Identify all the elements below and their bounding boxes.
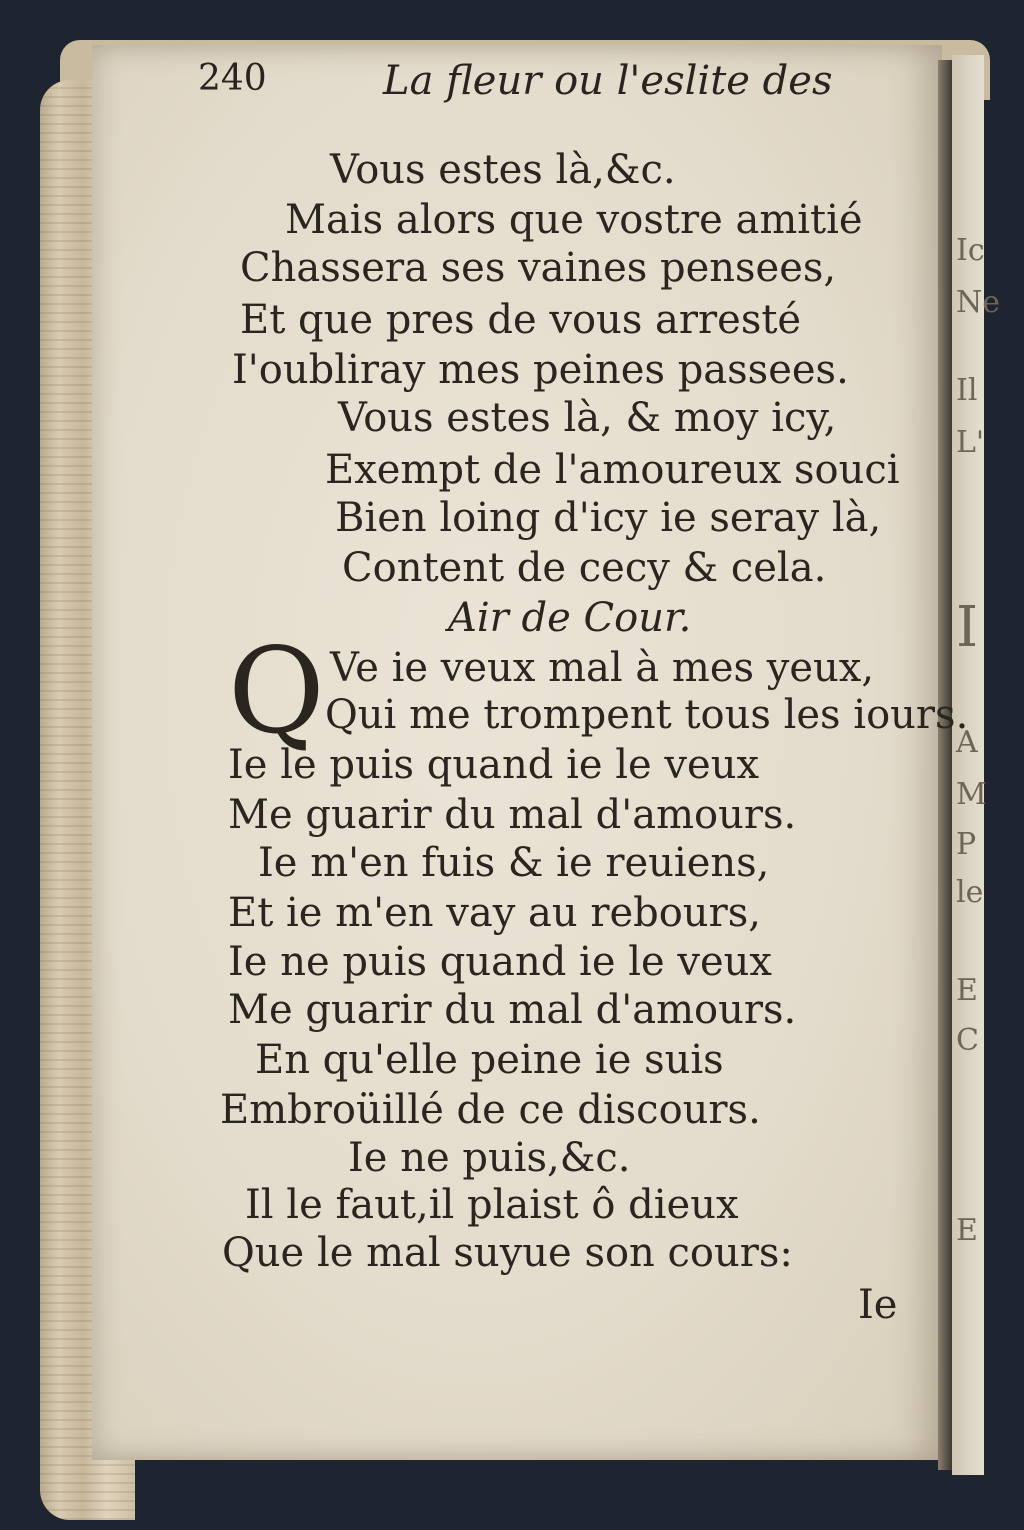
facing-fragment: Ic — [956, 233, 985, 268]
catchword: Ie — [858, 1282, 898, 1328]
facing-fragment: A — [956, 725, 978, 760]
facing-page — [952, 55, 1001, 1475]
running-title: La fleur ou l'eslite des — [383, 58, 833, 104]
facing-fragment: P — [956, 827, 977, 862]
poem-line: Que le mal suyue son cours: — [222, 1230, 793, 1276]
facing-fragment: E — [956, 1213, 978, 1248]
text-line: Bien loing d'icy ie seray là, — [335, 495, 882, 541]
facing-fragment: L' — [956, 425, 985, 460]
poem-line: Ie m'en fuis & ie reuiens, — [258, 840, 770, 886]
facing-fragment: Ne — [956, 285, 1001, 320]
text-line: Et que pres de vous arresté — [240, 297, 802, 343]
facing-fragment: C — [956, 1023, 979, 1058]
book-gutter — [938, 60, 952, 1470]
facing-fragment: Il — [956, 373, 978, 408]
page-number: 240 — [198, 58, 267, 99]
facing-fragment: M — [956, 777, 987, 812]
text-line: Chassera ses vaines pensees, — [240, 245, 837, 291]
drop-cap: Q — [228, 622, 325, 760]
text-line: Mais alors que vostre amitié — [285, 197, 863, 243]
poem-line: Ve ie veux mal à mes yeux, — [330, 645, 875, 691]
poem-line: Embroüillé de ce discours. — [220, 1087, 761, 1133]
poem-line: Il le faut,il plaist ô dieux — [245, 1182, 739, 1228]
facing-fragment: E — [956, 973, 978, 1008]
text-line: Vous estes là, & moy icy, — [338, 395, 837, 441]
section-heading: Air de Cour. — [448, 595, 692, 641]
facing-fragment: I — [956, 595, 979, 660]
poem-line: Et ie m'en vay au rebours, — [228, 890, 761, 936]
poem-line: Me guarir du mal d'amours. — [228, 792, 797, 838]
poem-line: Ie ne puis quand ie le veux — [228, 939, 772, 985]
poem-line: Qui me trompent tous les iours. — [325, 692, 969, 738]
text-line: Vous estes là,&c. — [330, 147, 676, 193]
text-line: Exempt de l'amoureux souci — [325, 447, 900, 493]
poem-line: Ie le puis quand ie le veux — [228, 742, 760, 788]
text-line: I'oubliray mes peines passees. — [232, 347, 849, 393]
text-line: Content de cecy & cela. — [342, 545, 827, 591]
poem-line: Me guarir du mal d'amours. — [228, 987, 797, 1033]
poem-line: Ie ne puis,&c. — [348, 1135, 631, 1181]
facing-fragment: le — [956, 875, 984, 910]
poem-line: En qu'elle peine ie suis — [255, 1037, 724, 1083]
